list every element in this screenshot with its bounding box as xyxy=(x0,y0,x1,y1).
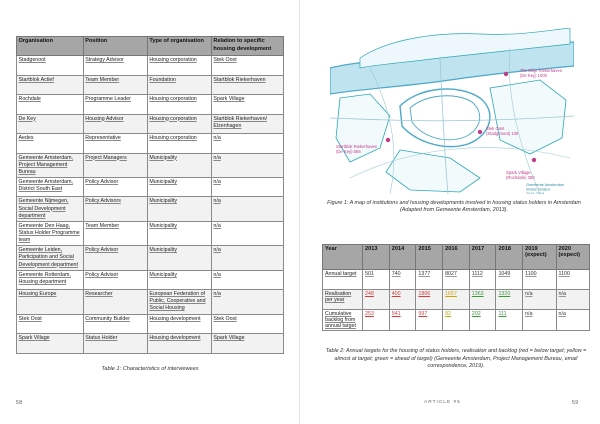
cell-text: Startblok Riekerhaven/ Elzenhagen xyxy=(213,115,267,129)
type-cell xyxy=(147,134,211,154)
value-text: 1100 xyxy=(558,271,570,277)
cell-text: n/a xyxy=(213,291,221,298)
map-marker-1 xyxy=(504,72,508,76)
col-header-7: 2019 (expect) xyxy=(523,245,556,270)
col-header-2: 2014 xyxy=(389,245,416,270)
relation-cell xyxy=(211,246,283,270)
value-cell xyxy=(496,270,523,290)
cell-text: Team Member xyxy=(85,76,120,83)
table-row xyxy=(323,310,590,331)
value-text: n/a xyxy=(558,291,566,297)
relation-cell xyxy=(211,221,283,245)
position-cell xyxy=(83,197,147,221)
cell-text: Stek Oost xyxy=(18,315,42,322)
relation-cell xyxy=(211,177,283,197)
position-cell xyxy=(83,153,147,177)
value-cell xyxy=(443,270,470,290)
targets-body xyxy=(323,270,590,331)
value-text: n/a xyxy=(525,311,533,317)
cell-text: n/a xyxy=(213,198,221,205)
map-label-5: Gemeente Amsterdam Status holders 2016-2019 xyxy=(526,183,564,194)
cell-text: De Key xyxy=(18,115,36,122)
table-row xyxy=(17,75,284,95)
position-cell xyxy=(83,134,147,154)
page-gutter xyxy=(299,0,300,424)
type-cell xyxy=(147,290,211,314)
cell-text: Gemeente Leiden, Participation and Social Development department xyxy=(18,247,78,268)
col-header-8: 2020 (expect) xyxy=(556,245,589,270)
relation-cell xyxy=(211,197,283,221)
cell-text: Startblok Actief xyxy=(18,76,54,83)
cell-text: Gemeente Den Haag, Status Holder Programme team xyxy=(18,222,80,244)
cell-text: Stek Oost xyxy=(213,315,237,322)
value-cell xyxy=(556,270,589,290)
table-row xyxy=(17,270,284,290)
position-cell xyxy=(83,270,147,290)
value-cell xyxy=(523,310,556,331)
type-cell xyxy=(147,197,211,221)
cell-text: Spark Village xyxy=(213,96,245,102)
cell-text: Gemeente Amsterdam, Project Management Bureau xyxy=(18,154,73,175)
type-cell xyxy=(147,153,211,177)
value-text: 8027 xyxy=(445,271,457,277)
map-label-3: Stek Oost (Stadgenoot) 130 xyxy=(486,126,519,136)
col-header-position: Position xyxy=(83,37,147,56)
value-text: 541 xyxy=(391,311,401,317)
table-row xyxy=(17,56,284,76)
value-text: 1657 xyxy=(445,291,457,297)
value-cell xyxy=(556,290,589,310)
type-cell xyxy=(147,246,211,270)
relation-cell xyxy=(211,334,283,354)
cell-text: Foundation xyxy=(149,76,176,83)
relation-cell xyxy=(211,153,283,177)
col-header-5: 2017 xyxy=(469,245,496,270)
value-cell xyxy=(523,290,556,310)
value-cell xyxy=(363,270,390,290)
table-row xyxy=(17,334,284,354)
value-text: n/a xyxy=(558,311,566,317)
value-cell xyxy=(389,270,416,290)
org-cell xyxy=(17,153,84,177)
cell-text: Researcher xyxy=(85,291,113,298)
value-cell xyxy=(496,290,523,310)
cell-text: Representative xyxy=(85,135,121,141)
position-cell xyxy=(83,75,147,95)
value-cell xyxy=(443,310,470,331)
org-cell xyxy=(17,290,84,314)
value-text: 248 xyxy=(365,291,374,297)
row-label xyxy=(323,290,363,310)
cell-text: Gemeente Amsterdam, District South East xyxy=(18,178,73,193)
map-marker-4 xyxy=(532,158,536,162)
type-cell xyxy=(147,334,211,354)
map-label-2: Startblok Riekerhaven (De Key) 565 xyxy=(336,144,378,154)
cell-text: Housing development xyxy=(149,315,201,322)
cell-text: Housing Advisor xyxy=(85,115,124,122)
type-cell xyxy=(147,221,211,245)
value-text: 82 xyxy=(445,311,452,317)
value-text: 1363 xyxy=(471,291,484,297)
col-header-1: 2013 xyxy=(363,245,390,270)
org-cell xyxy=(17,270,84,290)
value-cell xyxy=(363,310,390,331)
org-cell xyxy=(17,114,84,134)
table-row xyxy=(17,134,284,154)
cell-text: Strategy Advisor xyxy=(85,57,124,63)
right-page-number: 59 xyxy=(572,400,579,406)
targets-table xyxy=(322,244,590,331)
value-text: 1320 xyxy=(498,291,511,297)
cell-text: Team Member xyxy=(85,222,120,229)
col-header-6: 2018 xyxy=(496,245,523,270)
cell-text: Project Managers xyxy=(85,154,127,161)
value-text: 1100 xyxy=(525,271,537,277)
table-row xyxy=(17,314,284,334)
org-cell xyxy=(17,56,84,76)
position-cell xyxy=(83,114,147,134)
value-text: n/a xyxy=(525,291,533,297)
cell-text: n/a xyxy=(213,154,221,161)
cell-text: Housing corporation xyxy=(149,57,197,63)
table-row xyxy=(17,95,284,115)
cell-text: n/a xyxy=(213,222,221,229)
row-label-text: Annual target xyxy=(325,271,357,277)
cell-text: Startblok Riekerhaven xyxy=(213,76,266,83)
value-cell xyxy=(469,270,496,290)
cell-text: Housing corporation xyxy=(149,135,197,141)
type-cell xyxy=(147,314,211,334)
value-cell xyxy=(469,310,496,331)
table2-caption: Table 2: Annual targets for the housing of status holders, realisation and backlog (red = below target; yellow = almost at target; green = ahead of target) (Gemeente Amsterdam, Project Management Bureau, email correspondence, 2019). xyxy=(325,348,587,370)
targets-header-row xyxy=(323,245,590,270)
cell-text: Gemeente Nijmegen, Social Development department xyxy=(18,198,69,219)
value-text: 1049 xyxy=(498,271,511,277)
value-cell xyxy=(416,310,443,331)
cell-text: Stek Oost xyxy=(213,57,237,63)
value-text: 202 xyxy=(471,311,481,317)
position-cell xyxy=(83,221,147,245)
position-cell xyxy=(83,56,147,76)
row-label xyxy=(323,270,363,290)
map-label-1: The Elkje Riekerhaven (De Key) 1000 xyxy=(520,68,563,78)
position-cell xyxy=(83,246,147,270)
table-row xyxy=(17,246,284,270)
cell-text: Municipality xyxy=(149,222,177,229)
col-header-3: 2015 xyxy=(416,245,443,270)
value-cell xyxy=(363,290,390,310)
value-text: 400 xyxy=(391,291,401,297)
org-cell xyxy=(17,221,84,245)
type-cell xyxy=(147,95,211,115)
value-text: 1112 xyxy=(471,271,483,277)
cell-text: Municipality xyxy=(149,178,177,185)
cell-text: Status Holder xyxy=(85,335,118,342)
map-graphic xyxy=(330,28,574,194)
cell-text: Municipality xyxy=(149,154,177,161)
org-cell xyxy=(17,197,84,221)
value-text: 1806 xyxy=(418,291,431,297)
cell-text: Municipality xyxy=(149,247,177,254)
cell-text: Spark Village xyxy=(213,335,245,342)
relation-cell xyxy=(211,134,283,154)
type-cell xyxy=(147,270,211,290)
cell-text: Housing development xyxy=(149,335,201,342)
cell-text: Municipality xyxy=(149,271,177,278)
value-text: 253 xyxy=(365,311,374,317)
row-label-text: Cumulative backlog from annual target xyxy=(325,311,356,329)
col-header-organisation: Organisation xyxy=(17,37,84,56)
org-cell xyxy=(17,75,84,95)
table-row xyxy=(323,270,590,290)
type-cell xyxy=(147,56,211,76)
value-cell xyxy=(469,290,496,310)
interviewees-table xyxy=(16,36,284,354)
col-header-4: 2016 xyxy=(443,245,470,270)
cell-text: Programme Leader xyxy=(85,96,131,102)
position-cell xyxy=(83,290,147,314)
row-label xyxy=(323,310,363,331)
relation-cell xyxy=(211,270,283,290)
org-cell xyxy=(17,246,84,270)
position-cell xyxy=(83,177,147,197)
table-row xyxy=(17,114,284,134)
value-cell xyxy=(523,270,556,290)
org-cell xyxy=(17,334,84,354)
col-header-type: Type of organisation xyxy=(147,37,211,56)
org-cell xyxy=(17,314,84,334)
relation-cell xyxy=(211,75,283,95)
cell-text: Housing Europe xyxy=(18,291,57,298)
table-row xyxy=(17,177,284,197)
relation-cell xyxy=(211,314,283,334)
cell-text: Policy Advisor xyxy=(85,247,119,254)
relation-cell xyxy=(211,95,283,115)
type-cell xyxy=(147,177,211,197)
running-head: ARTICLE #5 xyxy=(424,400,461,405)
value-text: 111 xyxy=(498,311,507,317)
type-cell xyxy=(147,114,211,134)
value-cell xyxy=(496,310,523,331)
cell-text: Housing corporation xyxy=(149,96,197,102)
value-text: 1377 xyxy=(418,271,431,277)
cell-text: n/a xyxy=(213,247,221,254)
cell-text: Municipality xyxy=(149,198,177,205)
cell-text: Community Builder xyxy=(85,315,130,322)
map-marker-2 xyxy=(386,138,390,142)
map-label-4: Spark Village (Rochdale) 350 xyxy=(506,170,535,180)
org-cell xyxy=(17,134,84,154)
position-cell xyxy=(83,334,147,354)
table-row xyxy=(323,290,590,310)
value-cell xyxy=(389,290,416,310)
value-text: 740 xyxy=(391,271,401,277)
position-cell xyxy=(83,314,147,334)
table-row xyxy=(17,290,284,314)
cell-text: Gemeente Rotterdam, Housing department xyxy=(18,271,71,285)
cell-text: Aedes xyxy=(18,135,34,141)
value-cell xyxy=(416,270,443,290)
cell-text: Policy Advisor xyxy=(85,178,119,185)
map-marker-3 xyxy=(478,130,482,134)
value-cell xyxy=(443,290,470,310)
row-label-text: Realisation per year xyxy=(325,291,352,303)
amsterdam-map xyxy=(330,28,574,194)
left-page-number: 58 xyxy=(16,400,23,406)
col-header-year: Year xyxy=(323,245,363,270)
value-cell xyxy=(556,310,589,331)
cell-text: Housing corporation xyxy=(149,115,197,122)
relation-cell xyxy=(211,56,283,76)
position-cell xyxy=(83,95,147,115)
relation-cell xyxy=(211,114,283,134)
table-row xyxy=(17,153,284,177)
relation-cell xyxy=(211,290,283,314)
table1-caption: Table 1: Characteristics of interviewees xyxy=(101,366,199,372)
figure1-caption: Figure 1: A map of institutions and housing developments involved in housing status holders in Amsterdam (Adapted from Gemeente Amsterdam, 2013). xyxy=(327,200,581,214)
table-row xyxy=(17,197,284,221)
org-cell xyxy=(17,177,84,197)
interviewees-body xyxy=(17,56,284,354)
cell-text: n/a xyxy=(213,178,221,185)
value-text: 501 xyxy=(365,271,374,277)
cell-text: Policy Advisor xyxy=(85,271,119,278)
cell-text: n/a xyxy=(213,271,221,278)
value-cell xyxy=(389,310,416,331)
value-cell xyxy=(416,290,443,310)
table-row xyxy=(17,221,284,245)
col-header-relation: Relation to specific housing development xyxy=(211,37,283,56)
cell-text: European Federation of Public, Cooperative and Social Housing xyxy=(149,291,206,312)
cell-text: Policy Advisors xyxy=(85,198,121,205)
cell-text: Spark Village xyxy=(18,335,50,342)
cell-text: Rochdale xyxy=(18,96,41,102)
value-text: 997 xyxy=(418,311,428,317)
type-cell xyxy=(147,75,211,95)
org-cell xyxy=(17,95,84,115)
cell-text: Stadgenoot xyxy=(18,57,46,63)
cell-text: n/a xyxy=(213,135,221,141)
interviewees-header-row xyxy=(17,37,284,56)
